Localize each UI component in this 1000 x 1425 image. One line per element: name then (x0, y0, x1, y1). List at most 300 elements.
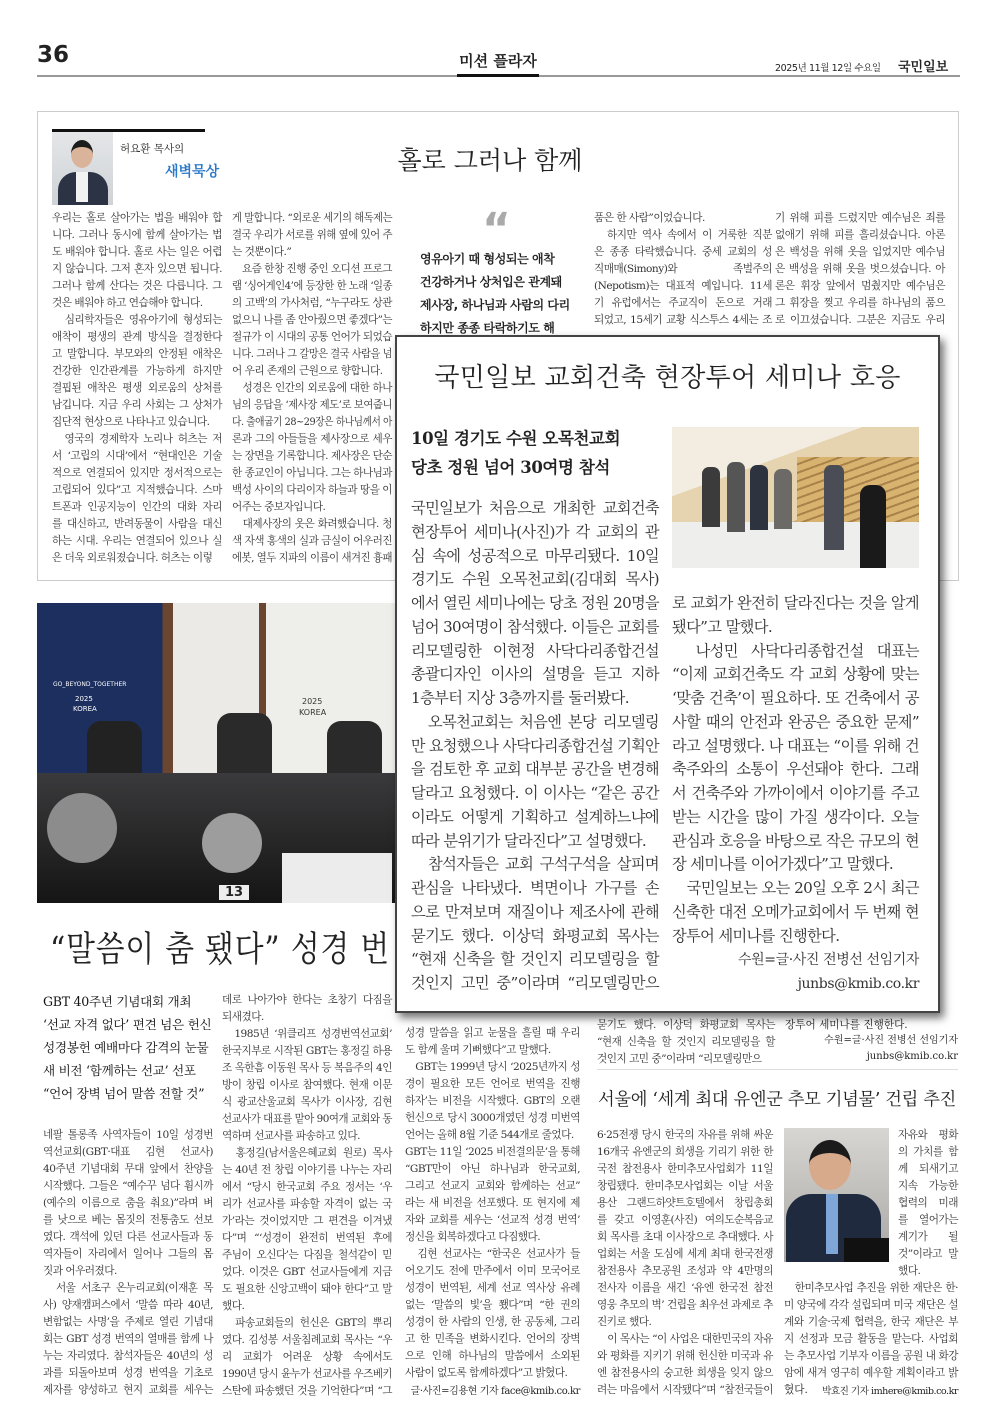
text-line (405, 1076, 580, 1093)
text-line (405, 1161, 580, 1178)
text-line-content: 미 양국에 각각 설립되며 미국 재단은 설 (784, 1299, 958, 1311)
text-line-content: 이라도 어떻게 기획하고 설계하느냐에 (411, 807, 659, 826)
text-line (52, 397, 222, 414)
text-line-content: 총괄디자인 이사의 설명을 듣고 지하 (411, 665, 659, 684)
banner-year: 2025 (75, 695, 93, 703)
text-line (775, 261, 945, 278)
paper-logo: 국민일보 (898, 60, 949, 75)
un-byline: 박효진 기자 imhere@kmib.co.kr (822, 1386, 958, 1397)
text-line-content: 16개국 유엔군의 희생을 기리기 위한 한 (597, 1146, 773, 1158)
text-line-content: 국민일보는 오는 20일 오후 2시 최근 (672, 879, 919, 897)
text-line-content: 은 백성을 위해 옷을 벗으셨습니다. 아 (775, 263, 945, 275)
text-line-content: 김현 선교사는 “한국은 선교사가 들 (405, 1248, 580, 1260)
text-line (597, 1195, 773, 1212)
text-line (222, 1077, 392, 1094)
text-line-content: 시작했다. 그들은 “예수꾸 넘다 휨시까 (43, 1180, 213, 1192)
text-line-content: 진키로 했다. (597, 1316, 652, 1328)
text-line-content: 고 한 민족을 변화시킨다. 언어의 장벽 (405, 1333, 580, 1345)
text-line-content: 없으니 나를 좀 안아줬으면 좋겠다”는 (232, 314, 392, 326)
text-line-content: 램 ‘싱어게인4’에 등장한 한 노래 ‘일종 (232, 280, 392, 292)
text-line-content: 를 갖고 이영훈(사진) 여의도순복음교 (597, 1214, 773, 1226)
gbt-subhead: GBT 40주년 기념대회 개최 (43, 994, 192, 1009)
gbt-text-col2 (222, 992, 392, 1400)
text-line (597, 1246, 773, 1263)
text-line-content: 대제사장의 옷은 화려했습니다. 청 (232, 518, 392, 530)
gbt-headline (50, 922, 390, 972)
text-line (411, 640, 659, 664)
text-line (52, 516, 222, 533)
text-line (52, 295, 222, 312)
text-line-content: 를 대신하고, 반려동물이 사람을 대신 (52, 518, 222, 530)
text-line (898, 1178, 958, 1195)
text-line-content: 만 요청했으나 사닥다리종합건설 기획안 (411, 736, 659, 755)
text-line-content: 의 고백’의 가사처럼, “누구라도 상관 (232, 297, 392, 309)
text-line (232, 346, 392, 363)
text-line-content: 님의 응답을 ‘제사장 제도’로 보여줍니 (232, 399, 392, 411)
text-line (222, 1094, 392, 1111)
text-line-content: 집단적 현상으로 나타나고 있습니다. (52, 416, 210, 428)
text-line (594, 278, 772, 295)
article-divider (597, 1069, 958, 1070)
text-line (672, 782, 919, 806)
text-line (222, 1264, 392, 1281)
un-text-side (898, 1127, 958, 1280)
text-line (597, 1280, 773, 1297)
text-line (672, 925, 919, 949)
gbt-byline: 글·사진=김용현 기자 face@kmib.co.kr (410, 1386, 580, 1397)
text-line-content: 과를 되돌아보며 성경 번역을 기초로 (43, 1367, 213, 1379)
text-line (232, 516, 392, 533)
text-line-content: 자와 교회를 세우는 ‘선교적 성경 번역’ (405, 1214, 580, 1226)
text-line-content: “이제 교회건축도 각 교회 상황에 맞는 (672, 665, 919, 684)
text-line-content: 데로 나아가야 한다는 초창기 다짐을 (222, 994, 392, 1006)
text-line-content: 기 위해 피를 드렸지만 예수님은 죄를 (775, 212, 945, 224)
text-line-content: 절규가 이 시대의 공통 언어가 되었습 (232, 331, 392, 343)
text-line-content: 자유와 평화 (898, 1129, 958, 1141)
text-line (411, 711, 659, 735)
text-line-content: 도 배워야 합니다. 홀로 사는 일은 어렵 (52, 246, 222, 258)
text-line (405, 1314, 580, 1331)
text-line-content: 누는 자리였다. 참석자들은 40년의 성 (43, 1350, 213, 1362)
text-line-content: 되새겼다. (222, 1011, 264, 1023)
text-line-content: 용산 그랜드하얏트호텔에서 창립총회 (597, 1197, 773, 1209)
text-line (597, 1144, 773, 1161)
column-series: 새벽묵상 (165, 164, 220, 180)
text-line-content: 서 건축주와 가까이에서 이야기를 주고 (672, 784, 919, 802)
text-line (898, 1161, 958, 1178)
text-line-content: 선교사가 대표를 맡아 90여개 교회와 동 (222, 1113, 392, 1125)
text-line-content: 회 목사를 초대 이사장으로 추대했다. 사 (597, 1231, 773, 1243)
text-line (43, 1127, 213, 1144)
text-line (784, 1331, 958, 1348)
seminar-original-tail: 장투어 세미나를 진행한다. (785, 1019, 908, 1031)
text-line (411, 497, 659, 521)
text-line (597, 1051, 775, 1068)
column-text-col2 (232, 210, 392, 567)
seminar-original-byline (785, 1033, 958, 1065)
text-line-content: 넘어 30여명이 참석했다. 이들은 교회를 (411, 617, 659, 636)
text-line-content: 니다. 그러나 동시에 함께 살아가는 법 (52, 229, 222, 241)
text-line (775, 278, 945, 295)
text-line (775, 210, 945, 227)
text-line-content: 따라 분위기가 달라진다”고 설명했다. (411, 831, 647, 850)
text-line-content: 성경이 번역된, 세계 선교 역사상 유례 (405, 1282, 580, 1294)
banner-year-right: 2025 (302, 697, 323, 706)
text-line (405, 1348, 580, 1365)
text-line (594, 261, 772, 278)
text-line (52, 414, 222, 431)
text-line-content: GBT는 1999년 당시 ‘2025년까지 성 (405, 1061, 580, 1073)
text-line-content: 에서 “당시 한국교회 주요 정서는 ‘우 (222, 1181, 392, 1193)
text-line-content: 적으로 연결되어 있지만 정서적으로는 (52, 467, 222, 479)
byline-email[interactable]: junbs@kmib.co.kr (797, 975, 919, 992)
text-line (784, 1280, 958, 1297)
text-line (232, 244, 392, 261)
text-line-content: 식 광교산울교회 목사가 이사장, 김현 (222, 1096, 392, 1108)
text-line-content: 계와 기술·국제 협력을, 한국 재단은 부 (784, 1316, 958, 1328)
text-line (52, 244, 222, 261)
text-line (52, 346, 222, 363)
text-line-content: 방이 창립 이사로 참여했다. 현재 이문 (222, 1079, 392, 1091)
text-line (411, 735, 659, 759)
text-line-content: 파송교회들의 헌신은 GBT의 뿌리 (222, 1317, 392, 1329)
text-line-content: 색 자색 홍색의 실과 금실이 어우러진 (232, 535, 392, 547)
un-photo (784, 1128, 889, 1262)
text-line (672, 616, 919, 640)
column-title: 홀로 그러나 함께 (397, 146, 583, 175)
text-line-content: 장 세미나를 이어가겠다”고 말했다. (672, 855, 894, 874)
text-line-content: 1985년 ‘위클리프 성경번역선교회’ (222, 1028, 392, 1040)
text-line-content: 성경 말씀을 읽고 눈물을 흘릴 때 우리 (405, 1027, 580, 1039)
text-line (411, 782, 659, 806)
text-line-content: 주님이 오신다’는 다짐을 철석같이 믿 (222, 1249, 392, 1261)
text-line (898, 1195, 958, 1212)
text-line (222, 1043, 392, 1060)
text-line (898, 1246, 958, 1263)
text-line-content: 스탄에 파송했던 것을 기억한다”며 “그 (222, 1385, 392, 1397)
text-line (597, 1297, 773, 1314)
text-line-content: 으로 만져보며 재질이나 제조사에 관해 (411, 902, 659, 921)
text-line (411, 925, 659, 949)
text-line-content: 했다. (898, 1265, 921, 1277)
popup-byline (672, 949, 919, 997)
text-line-content: 지 않습니다. 그저 혼자 있으면 됩니다. (52, 263, 222, 275)
text-line (222, 1298, 392, 1315)
text-line (43, 1246, 213, 1263)
text-line-content: 론은 휘장 앞에서 멈췄지만 예수님은 (775, 280, 945, 292)
text-line-content: 그리고 선교지 교회와 함께하는 선교” (405, 1180, 580, 1192)
text-line (411, 545, 659, 569)
text-line (232, 550, 392, 567)
popup-subhead: 당초 정원 넘어 30여명 참석 (411, 458, 610, 477)
text-line (411, 616, 659, 640)
text-line-content: 어오기도 전에 만주에서 이미 모국어로 (405, 1265, 580, 1277)
text-line (775, 295, 945, 312)
byline-name: 수원=글·사진 전병선 선임기자 (738, 952, 919, 968)
text-line (43, 1382, 213, 1399)
text-line-content: 가’라는 것이었지만 그 편견을 이겨냈 (222, 1215, 392, 1227)
text-line-content: 께 되새기고 (898, 1163, 958, 1175)
text-line-content: 것인지 고민 중”이라며 “리모델링만으 (411, 974, 659, 992)
text-line-content: 됐다”고 말했다. (672, 617, 773, 636)
gbt-headline-text: “말씀이 춤 됐다” 성경 번 (50, 930, 390, 970)
text-line-content: 의 가치를 함 (898, 1146, 958, 1158)
text-line (672, 830, 919, 854)
text-line (232, 414, 392, 431)
text-line (405, 1297, 580, 1314)
text-line-content: 지 선정과 모금 활동을 맡는다. 사업회 (784, 1333, 958, 1345)
text-line-content: 를 열어가는 (898, 1214, 958, 1226)
text-line (43, 1178, 213, 1195)
text-line (232, 312, 392, 329)
text-line-content: 백성 사이의 다리이자 하늘과 땅을 이 (232, 484, 392, 496)
text-line-content: 으로 인해 하나님의 말씀에서 소외된 (405, 1350, 580, 1362)
text-line (222, 1281, 392, 1298)
text-line-content: 것인지 고민 중”이라며 “리모델링만으 (597, 1053, 762, 1065)
text-line-content: 건강한 인간관계를 가능하게 하지만 (52, 365, 222, 377)
text-line-content: 는 추모사업 기부자 이름을 공원 내 화강 (784, 1350, 958, 1362)
text-line (594, 312, 772, 329)
text-line (405, 1059, 580, 1076)
text-line (222, 992, 392, 1009)
pull-quote-line: 하지만 종종 타락하기도 해 (420, 321, 555, 335)
text-line (594, 210, 772, 227)
text-line-content: 했다. (222, 1300, 245, 1312)
un-text-col1 (597, 1127, 773, 1399)
text-line (222, 1230, 392, 1247)
text-line (52, 448, 222, 465)
text-line (405, 1042, 580, 1059)
text-line-content: 묻기도 했다. 이상덕 화평교회 목사는 (411, 926, 659, 945)
text-line (775, 312, 945, 329)
text-line-content: 을 검토한 후 교회 대부분 공간을 변경해 (411, 760, 659, 779)
text-line (52, 380, 222, 397)
text-line (52, 550, 222, 567)
text-line-content: 어 우리 존재의 근원으로 향합니다. (232, 365, 383, 377)
text-line (898, 1127, 958, 1144)
popup-subheads (411, 424, 620, 482)
text-line-content: 것은 배워야 하고 연습해야 합니다. (52, 297, 203, 309)
text-line (672, 901, 919, 925)
text-line-content: 국전 참전용사 한미추모사업회가 11일 (597, 1163, 773, 1175)
text-line-content: 은 백성을 위해 옷을 입었지만 예수님 (775, 246, 945, 258)
text-line (52, 329, 222, 346)
gbt-subheads (43, 990, 211, 1105)
popup-photo (672, 427, 919, 568)
text-line-content: 품은 한 사람”이었습니다. (594, 212, 705, 224)
popup-text-left (411, 497, 659, 996)
pull-quote (420, 248, 570, 340)
text-line-content: 조 옥한흠 이동원 목사 등 복음주의 4인 (222, 1062, 392, 1074)
text-line-content: 결핍된 애착은 평생 외로움의 상처를 (52, 382, 222, 394)
text-line-content: 는 장면을 기록합니다. 제사장은 단순 (232, 450, 392, 462)
text-line-content: 홍정길(남서울은혜교회 원로) 목사 (222, 1147, 392, 1159)
text-line (43, 1263, 213, 1280)
seminar-article-popup[interactable] (395, 335, 940, 1013)
pull-quote-line: 영유아기 때 형성되는 애착 (420, 252, 555, 266)
text-line (222, 1196, 392, 1213)
text-line-content: 라는 새 비전을 선포했다. 또 현지에 제 (405, 1197, 580, 1209)
text-line (222, 1128, 392, 1145)
text-line-content: 리가 선교사를 파송할 자격이 없는 국 (222, 1198, 392, 1210)
text-line-content: (예수의 이름으로 춤을 춰요)”라며 벼 (43, 1197, 213, 1209)
text-line-content: 와 평화를 지키기 위해 헌신한 미국과 유 (597, 1350, 773, 1362)
text-line (597, 1161, 773, 1178)
text-line (43, 1365, 213, 1382)
text-line (232, 380, 392, 397)
text-line (43, 1195, 213, 1212)
text-line-content: 니다. 그러나 그 갈망은 결국 사람을 넘 (232, 348, 392, 360)
text-line-content: 묻기도 했다. 이상덕 화평교회 목사는 (597, 1019, 775, 1031)
text-line-content: 것”이라고 말 (898, 1248, 958, 1260)
text-line (222, 1060, 392, 1077)
text-line-content: 다. 출애굽기 28~29장은 하나님께서 아 (232, 416, 392, 428)
text-line-content: 리모델링한 이현정 사닥다리종합건설 (411, 641, 659, 660)
text-line (411, 877, 659, 901)
text-line (672, 758, 919, 782)
text-line (597, 1365, 773, 1382)
gbt-subhead: “언어 장벽 넘어 말씀 전할 것” (43, 1086, 205, 1101)
text-line-content: 관심과 호응을 바탕으로 작은 규모의 현 (672, 831, 919, 850)
text-line-content: 40주년 기념대회 무대 앞에서 찬양을 (43, 1163, 213, 1175)
popup-text-right (672, 592, 919, 948)
text-line (232, 363, 392, 380)
text-line-content: 지속 가능한 (898, 1180, 958, 1192)
un-last-line: 혔다. (784, 1384, 808, 1396)
text-line-content: 남깁니다. 지금 우리 사회는 그 상처가 (52, 399, 222, 411)
gbt-subhead: 새 비전 ‘함께하는 선교’ 선포 (43, 1063, 196, 1078)
text-line-content: 직매매(Simony)와 족벌주의 (594, 263, 772, 275)
text-line (52, 261, 222, 278)
text-line (43, 1297, 213, 1314)
text-line (784, 1314, 958, 1331)
text-line-content: 성경이 한 사람의 인생, 한 공동체, 그리 (405, 1316, 580, 1328)
text-line-content: 고립되어 있다”고 지적했습니다. 스마 (52, 484, 222, 496)
text-line-content: 한미추모사업 추진을 위한 재단은 한· (784, 1282, 958, 1294)
text-line-content: 는 것뿐이다.” (232, 246, 292, 258)
text-line-content: 를 낫으로 베는 몸짓의 전통춤도 선보 (43, 1214, 213, 1226)
banner-country: KOREA (73, 705, 97, 713)
text-line (672, 735, 919, 759)
text-line (672, 687, 919, 711)
text-line (222, 1111, 392, 1128)
text-line-content: 신축한 대전 오메가교회에서 두 번째 현 (672, 902, 919, 921)
text-line (597, 1314, 773, 1331)
text-line (232, 465, 392, 482)
text-line (597, 1178, 773, 1195)
text-line (597, 1017, 775, 1034)
text-line-content: 였다. 김성봉 서울침례교회 목사는 “우 (222, 1334, 392, 1346)
text-line-content: 엔 참전용사의 숭고한 희생을 잊지 않으 (597, 1367, 773, 1379)
text-line-content: 요즘 한창 진행 중인 오디션 프로그 (232, 263, 392, 275)
text-line (784, 1365, 958, 1382)
text-line (411, 806, 659, 830)
text-line-content: 받는 시간을 많이 가질 생각이다. 오늘 (672, 807, 919, 826)
text-line-content: 하자’는 비전을 시작했다. GBT의 오랜 (405, 1095, 580, 1107)
column-author: 허요환 목사의 (120, 143, 185, 155)
text-line-content: 은 종종 타락했습니다. 중세 교회의 성 (594, 246, 772, 258)
un-text-col2 (784, 1280, 958, 1382)
text-line-content: 암에 새겨 영구히 예우할 계획이라고 밝 (784, 1367, 958, 1379)
text-line (672, 663, 919, 687)
page-number: 36 (37, 42, 70, 68)
text-line-content: 에서 열린 세미나에는 당초 정원 20명을 (411, 594, 659, 612)
text-line-content: 제자를 양성하고 현지 교회를 세우는 (43, 1384, 213, 1396)
text-line-content: 영웅 추모의 벽’ 건립을 최우선 과제로 추 (597, 1299, 773, 1311)
text-line (594, 295, 772, 312)
text-line-content: 헌신으로 당시 3000개였던 성경 미번역 (405, 1112, 580, 1124)
text-line (672, 711, 919, 735)
text-line (411, 521, 659, 545)
text-line-content: 역자들이 자리에서 일어나 그들의 몸 (43, 1248, 213, 1260)
text-line (52, 312, 222, 329)
text-line-content: 로 교회가 완전히 달라진다는 것을 알게 (672, 594, 919, 612)
text-line (52, 465, 222, 482)
text-line (52, 210, 222, 227)
text-line-content: 한 종교인이 아닙니다. 그는 하나님과 (232, 467, 392, 479)
gbt-text-col1 (43, 1127, 213, 1399)
text-line (405, 1212, 580, 1229)
un-headline (598, 1086, 956, 1111)
text-line (43, 1331, 213, 1348)
text-line (52, 278, 222, 295)
text-line (672, 853, 919, 877)
un-headline-text: 서울에 ‘세계 최대 유엔군 추모 기념물’ 건립 추진 (598, 1090, 956, 1110)
text-line (405, 1263, 580, 1280)
banner-slogan: GO_BEYOND_TOGETHER (53, 681, 127, 688)
text-line-content: 현장투어 세미나(사진)가 각 교회의 관 (411, 522, 659, 541)
text-line (405, 1195, 580, 1212)
text-line (411, 948, 659, 972)
text-line (222, 1349, 392, 1366)
text-line (43, 1280, 213, 1297)
text-line (43, 1212, 213, 1229)
text-line (411, 568, 659, 592)
text-line (597, 1331, 773, 1348)
text-line-content: 전사자 이름을 새긴 ‘유엔 한국전 참전 (597, 1282, 773, 1294)
text-line (898, 1212, 958, 1229)
text-line (405, 1093, 580, 1110)
text-line (405, 1246, 580, 1263)
text-line-content: (Nepotism)는 대표적 예입니다. 11세 (594, 280, 772, 292)
text-line (411, 758, 659, 782)
text-line-content: 게 말합니다. “외로운 세기의 해독제는 (232, 212, 392, 224)
text-line-content: GBT는 11일 ‘2025 비전결의문’을 통해 (405, 1146, 580, 1158)
byline-name: 수원=글·사진 전병선 선임기자 (824, 1035, 958, 1046)
text-line (43, 1348, 213, 1365)
text-line (222, 1366, 392, 1383)
text-line (597, 1212, 773, 1229)
text-line-content: 1층부터 지상 3층까지를 둘러봤다. (411, 689, 629, 707)
text-line-content: 없는 ‘말씀의 빛’을 쬈다”며 “한 권의 (405, 1299, 580, 1311)
text-line-content: 었다. 이것은 GBT 선교사들에게 지금 (222, 1266, 392, 1278)
text-line-content: 경기도 수원 오목천교회(김대회 목사) (411, 570, 659, 589)
text-line-content: 축주와의 소통이 우선돼야 한다. 그래 (672, 760, 919, 779)
gbt-subhead: 성경봉헌 예배마다 감격의 눈물 (43, 1040, 209, 1055)
text-line-content: 서울 서초구 온누리교회(이재훈 목 (43, 1282, 213, 1294)
text-line-content: 변함없는 사명’을 주제로 열린 기념대 (43, 1316, 213, 1328)
text-line-content: 영국의 경제학자 노리나 허츠는 저 (52, 433, 222, 445)
text-line (52, 227, 222, 244)
text-line (222, 1315, 392, 1332)
text-line (222, 1179, 392, 1196)
text-line-content: 기 유럽에서는 주교직이 돈으로 거래 (594, 297, 772, 309)
text-line (43, 1229, 213, 1246)
text-line (43, 1161, 213, 1178)
text-line (411, 901, 659, 925)
text-line (405, 1229, 580, 1246)
gbt-subhead: ‘선교 자격 없다’ 편견 넘은 헌신 (43, 1017, 212, 1032)
